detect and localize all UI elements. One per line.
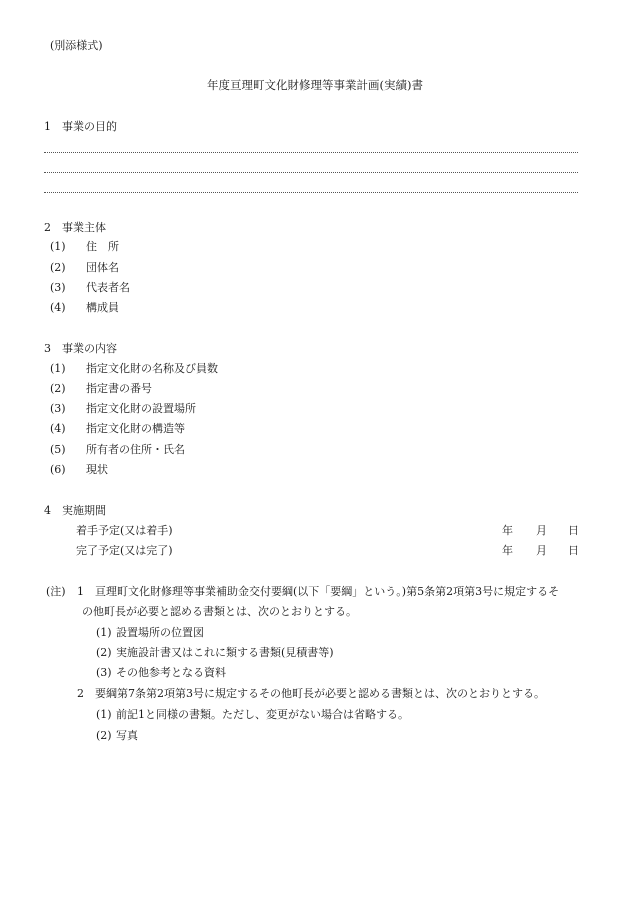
section-2-item-label: 住 所 (86, 240, 119, 253)
section-3-item-num: (1) (50, 362, 66, 375)
note-2-item-text: 写真 (116, 729, 138, 742)
note-2-number: 2 (77, 687, 84, 700)
note-1-item-num: (2) (96, 646, 112, 659)
section-2-item-label: 団体名 (86, 261, 119, 274)
section-3-item-num: (2) (50, 382, 66, 395)
start-year-unit: 年 (502, 524, 513, 537)
form-label: (別添様式) (50, 39, 103, 52)
section-2-item-num: (1) (50, 240, 66, 253)
note-1-item-num: (1) (96, 626, 112, 639)
section-3-item-label: 指定文化財の名称及び員数 (86, 362, 218, 375)
section-3-item-num: (5) (50, 443, 66, 456)
section-3-item-label: 所有者の住所・氏名 (86, 443, 185, 456)
section-3-heading: 3 事業の内容 (44, 342, 117, 355)
note-1-text: 亘理町文化財修理等事業補助金交付要綱(以下「要綱」という。)第5条第2項第3号に規定するそ (95, 585, 560, 598)
section-2-item-num: (4) (50, 301, 66, 314)
section-3-item-label: 指定書の番号 (86, 382, 152, 395)
dotted-line-1 (44, 152, 578, 153)
end-month-unit: 月 (536, 544, 547, 557)
notes-prefix: (注) (46, 585, 66, 598)
section-3-item-num: (6) (50, 463, 66, 476)
section-3-item-label: 指定文化財の設置場所 (86, 402, 196, 415)
section-4-heading: 4 実施期間 (44, 504, 106, 517)
note-1-number: 1 (77, 585, 84, 598)
section-1-heading: 1 事業の目的 (44, 120, 117, 133)
end-day-unit: 日 (568, 544, 579, 557)
note-1-item-num: (3) (96, 666, 112, 679)
note-2-item-num: (1) (96, 708, 112, 721)
dotted-line-2 (44, 172, 578, 173)
note-2-text: 要綱第7条第2項第3号に規定するその他町長が必要と認める書類とは、次のとおりとする。 (95, 687, 545, 700)
end-date-label: 完了予定(又は完了) (76, 544, 173, 557)
section-3-item-num: (3) (50, 402, 66, 415)
section-3-item-label: 現状 (86, 463, 108, 476)
start-day-unit: 日 (568, 524, 579, 537)
note-2-item-text: 前記1と同様の書類。ただし、変更がない場合は省略する。 (116, 708, 409, 721)
document-title: 年度亘理町文化財修理等事業計画(実績)書 (207, 78, 423, 92)
section-2-item-label: 代表者名 (86, 281, 130, 294)
note-2-item-num: (2) (96, 729, 112, 742)
section-3-item-label: 指定文化財の構造等 (86, 422, 185, 435)
section-3-item-num: (4) (50, 422, 66, 435)
section-2-heading: 2 事業主体 (44, 221, 106, 234)
section-2-item-label: 構成員 (86, 301, 119, 314)
note-1-item-text: 設置場所の位置図 (116, 626, 204, 639)
end-year-unit: 年 (502, 544, 513, 557)
start-date-label: 着手予定(又は着手) (76, 524, 173, 537)
section-2-item-num: (2) (50, 261, 66, 274)
section-2-item-num: (3) (50, 281, 66, 294)
dotted-line-3 (44, 192, 578, 193)
note-1-item-text: その他参考となる資料 (116, 666, 226, 679)
note-1-item-text: 実施設計書又はこれに類する書類(見積書等) (116, 646, 334, 659)
note-1-text-cont: の他町長が必要と認める書類とは、次のとおりとする。 (82, 605, 357, 618)
start-month-unit: 月 (536, 524, 547, 537)
